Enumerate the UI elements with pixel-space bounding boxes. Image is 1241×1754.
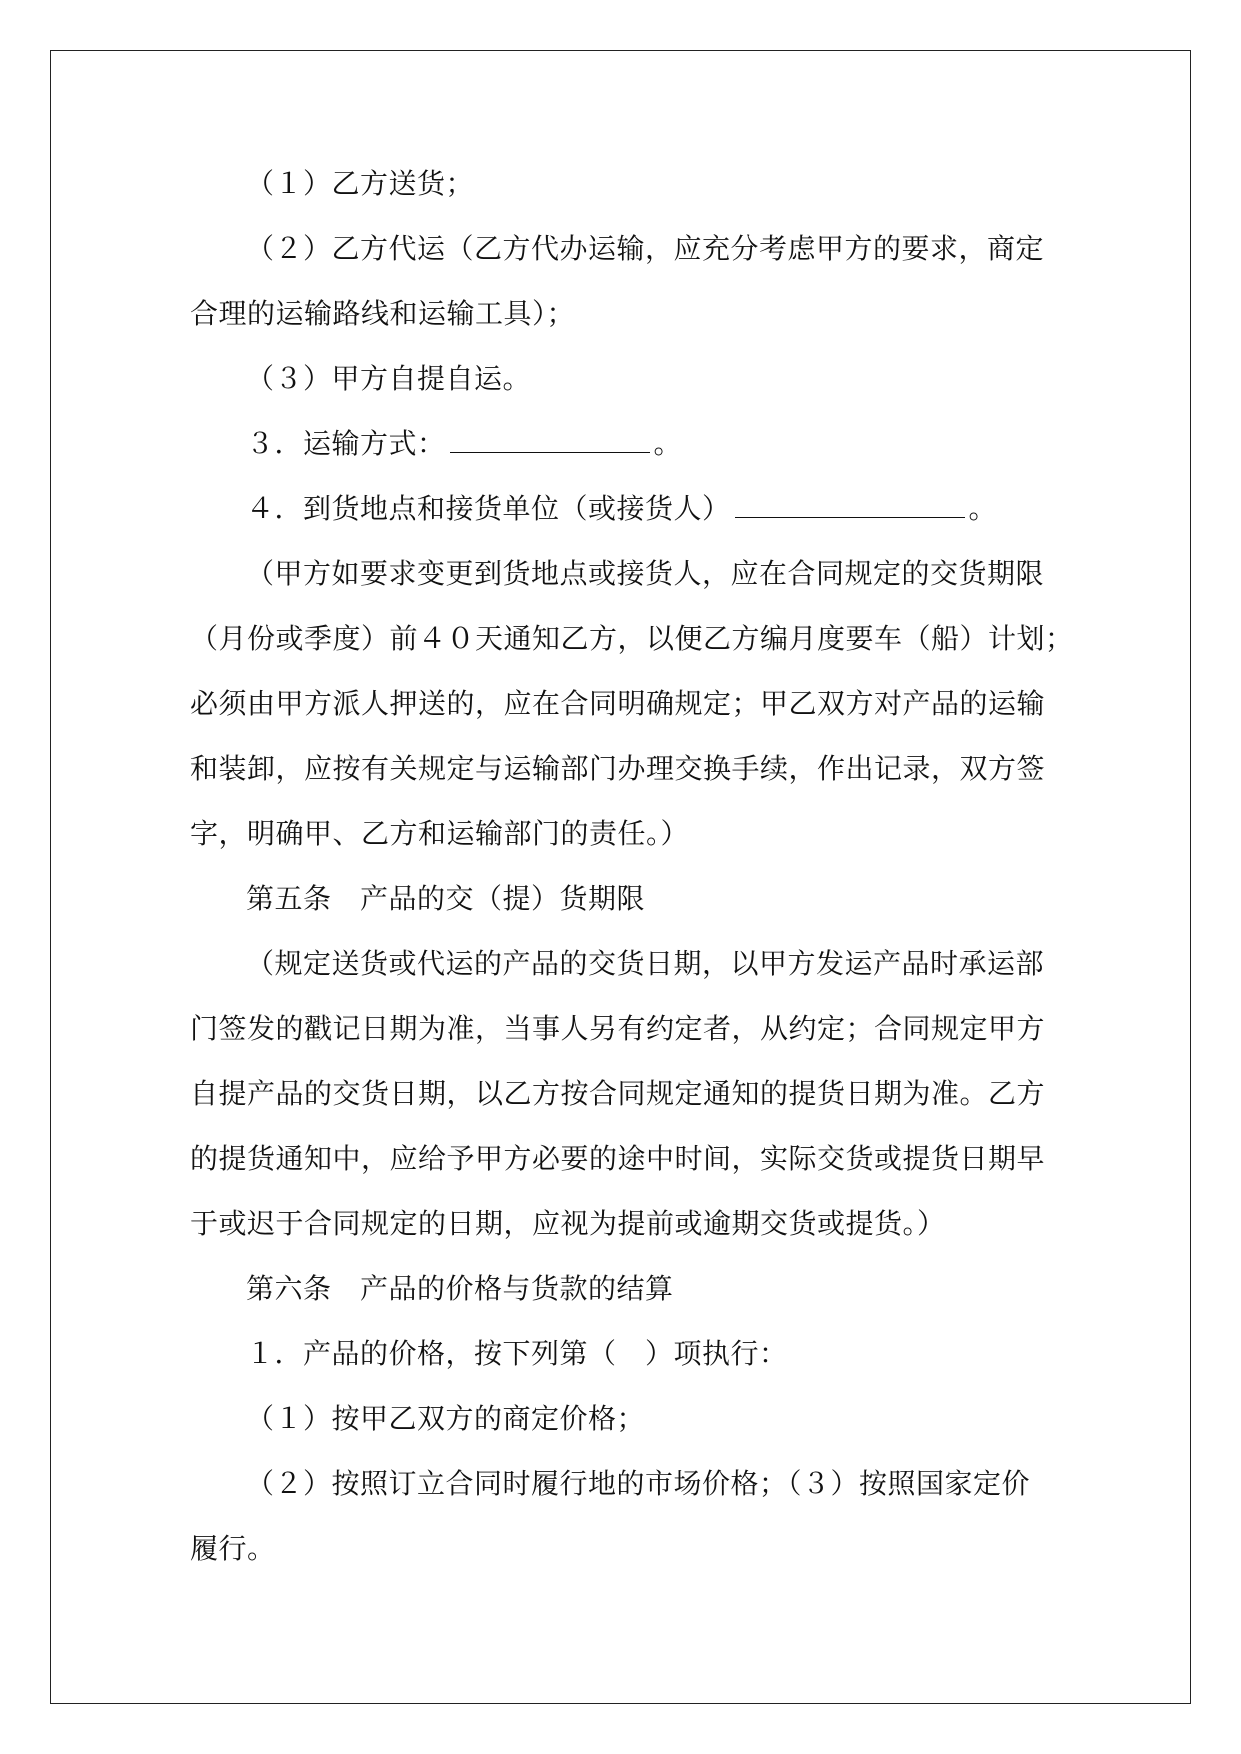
- line-text: 。: [968, 492, 998, 525]
- paragraph-line: [246, 1402, 645, 1436]
- paragraph-line: [190, 622, 1074, 656]
- section-heading: [246, 1272, 674, 1306]
- line-text: 必须由甲方派人押送的，应在合同明确规定；甲乙双方对产品的运输: [190, 687, 1046, 720]
- line-text: （３）甲方自提自运。: [246, 362, 532, 395]
- paragraph-line: [246, 167, 474, 201]
- line-text: 的提货通知中，应给予甲方必要的途中时间，实际交货或提货日期早: [190, 1142, 1046, 1175]
- line-text: ４．到货地点和接货单位（或接货人）: [246, 492, 731, 525]
- line-text: （规定送货或代运的产品的交货日期，以甲方发运产品时承运部: [246, 947, 1045, 980]
- line-text: （２）乙方代运（乙方代办运输，应充分考虑甲方的要求，商定: [246, 232, 1045, 265]
- line-text: 门签发的戳记日期为准，当事人另有约定者，从约定；合同规定甲方: [190, 1012, 1046, 1045]
- paragraph-line: [190, 687, 1045, 721]
- line-text: 合理的运输路线和运输工具）；: [190, 297, 576, 330]
- paragraph-line: [190, 1532, 276, 1566]
- line-text: （１）按甲乙双方的商定价格；: [246, 1402, 646, 1435]
- line-text: （１）乙方送货；: [246, 167, 475, 200]
- paragraph-line: [246, 1337, 788, 1371]
- paragraph-line: [246, 947, 1044, 981]
- paragraph-line: [190, 1077, 1045, 1111]
- line-text: （甲方如要求变更到货地点或接货人，应在合同规定的交货期限: [246, 557, 1045, 590]
- paragraph-line: [190, 1142, 1045, 1176]
- fill-in-blank: [735, 493, 965, 518]
- paragraph-line: [190, 752, 1045, 786]
- paragraph-line: [246, 1467, 1030, 1501]
- line-text: 和装卸，应按有关规定与运输部门办理交换手续，作出记录，双方签: [190, 752, 1046, 785]
- paragraph-line: [190, 817, 689, 851]
- line-text: （月份或季度）前４０天通知乙方，以便乙方编月度要车（船）计划；: [190, 622, 1074, 655]
- line-text: ３．运输方式：: [246, 427, 446, 460]
- section-heading: [246, 882, 645, 916]
- line-text: 字，明确甲、乙方和运输部门的责任。）: [190, 817, 690, 850]
- line-text: 于或迟于合同规定的日期，应视为提前或逾期交货或提货。）: [190, 1207, 946, 1240]
- paragraph-line: [246, 492, 997, 526]
- paragraph-line: [190, 1012, 1045, 1046]
- paragraph-line: [246, 427, 682, 461]
- paragraph-line: [246, 557, 1044, 591]
- paragraph-line: [246, 362, 531, 396]
- paragraph-line: [246, 232, 1044, 266]
- line-text: （２）按照订立合同时履行地的市场价格；（３）按照国家定价: [246, 1467, 1031, 1500]
- line-text: 自提产品的交货日期，以乙方按合同规定通知的提货日期为准。乙方: [190, 1077, 1046, 1110]
- paragraph-line: [190, 297, 575, 331]
- fill-in-blank: [450, 428, 650, 453]
- heading-text: 第六条 产品的价格与货款的结算: [246, 1272, 674, 1305]
- line-text: １．产品的价格，按下列第（ ）项执行：: [246, 1337, 788, 1370]
- line-text: 履行。: [190, 1532, 276, 1565]
- line-text: 。: [653, 427, 683, 460]
- heading-text: 第五条 产品的交（提）货期限: [246, 882, 646, 915]
- paragraph-line: [190, 1207, 946, 1241]
